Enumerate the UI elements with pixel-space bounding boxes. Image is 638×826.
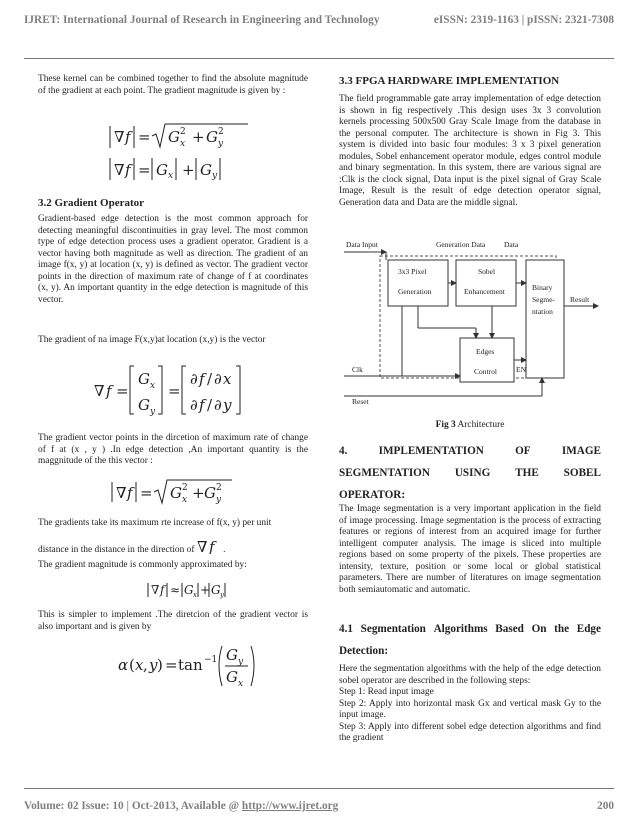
svg-text:y: y [223, 396, 232, 414]
svg-text:y: y [149, 656, 158, 674]
equation-gradient-direction [118, 640, 278, 690]
svg-text:/: / [207, 370, 213, 388]
svg-text:3x3 Pixel: 3x3 Pixel [398, 267, 427, 276]
svg-text:G: G [226, 668, 238, 686]
svg-text:tan: tan [178, 656, 203, 674]
svg-text:,: , [143, 656, 148, 674]
left-p7: This is simpler to implement .The diretcion of the gradient vector is also important and is given by [38, 610, 308, 632]
svg-text:x: x [135, 656, 144, 674]
right-p1: The field programmable gate array implementation of edge detection is shown in fig respectively .This design uses 3x 3 convolution kernels processing 500x500 Gray Scale Image from the database in the personal computer. The architecture is shown in Fig 3. This system is divided into basic four modules: 3 x 3 pixel generation modules, Sobel enhancement operator module, edges control module and binary segmentation. In this system, there are various signal are :Clk is the clock signal, Data input is the pixel signal of Gray Scale Image, Result is the result of edge detection operator signal, Generation data and Data are the middle signal. [339, 94, 601, 208]
svg-text:f: f [127, 484, 133, 502]
svg-text:∇: ∇ [151, 583, 160, 597]
header-rule [24, 58, 614, 59]
svg-text:α: α [118, 656, 129, 674]
svg-text:∇: ∇ [196, 537, 208, 554]
svg-text:x: x [193, 591, 197, 599]
svg-text:y: y [212, 171, 218, 181]
svg-text:Edges: Edges [476, 347, 495, 356]
issn: eISSN: 2319-1163 | pISSN: 2321-7308 [433, 14, 614, 26]
svg-text:Reset: Reset [352, 397, 369, 406]
svg-text:f: f [199, 396, 205, 414]
svg-text:y: y [216, 495, 222, 505]
svg-text:Segme-: Segme- [532, 295, 555, 304]
svg-text:f: f [125, 161, 131, 179]
svg-text:∇: ∇ [116, 484, 127, 502]
svg-text:+: + [192, 128, 205, 146]
equation-gradient-magnitude [108, 120, 268, 184]
svg-text:G: G [168, 128, 180, 146]
right-p2: The Image segmentation is a very important application in the field of image processing. Image segmentation is the process of extracting features or regions of interest from an acquired image for further intelligent computer analysis. The image is sliced into multiple regions based on some property of the pixels. These properties are intensity, texture, position or some local or global statistical parameters. There are number of literatures on image segmentation both semiautomatic and automatic. [339, 504, 601, 595]
left-p2: Gradient-based edge detection is the most common approach for detecting meaningful discontinuities in gray level. The most common type of edge detection process uses a gradient operator. Gradient is a vector having both magnitude as well as direction. The gradient of an image f(x, y) at location (x, y) is defined as vector. The gradient vector points in the direction of maximum rate of change of f at coordinates (x, y). An important quantity in the edge detection is magnitude of this vector. [38, 214, 308, 305]
label-data: Data [504, 240, 519, 249]
svg-text:2: 2 [182, 483, 188, 493]
svg-text:G: G [170, 484, 182, 502]
svg-text:Binary: Binary [532, 283, 553, 292]
step-3: Step 3: Apply into different sobel edge detection algorithms and find the gradient [339, 721, 601, 743]
svg-text:Sobel: Sobel [478, 267, 496, 276]
svg-text:x: x [180, 139, 186, 149]
svg-text:G: G [211, 583, 221, 597]
nabla-f-icon [197, 538, 221, 554]
left-p5: The gradients take its maximum rte increase of f(x, y) per unit distance in the distance in the direction of ∇ f . [38, 518, 272, 555]
svg-text:∇: ∇ [94, 382, 105, 400]
svg-text:=: = [168, 382, 181, 400]
page-number: 200 [597, 800, 614, 812]
svg-text:f: f [199, 370, 205, 388]
svg-text:=: = [140, 484, 153, 502]
left-p1: These kernel can be combined together to find the absolute magnitude of the gradient at each point. The gradient magnitude is given by : [38, 74, 308, 96]
svg-text:+: + [200, 583, 211, 597]
svg-text:G: G [138, 370, 150, 388]
svg-text:Clk: Clk [352, 365, 363, 374]
label-generation-data: Generation Data [436, 240, 486, 249]
svg-text:G: G [138, 396, 150, 414]
svg-text:Result: Result [570, 295, 590, 304]
svg-text:+: + [192, 484, 205, 502]
svg-text:G: G [200, 161, 212, 179]
equation-gradient-magnitude-2 [110, 476, 250, 506]
svg-text:=: = [116, 382, 129, 400]
step-1: Step 1: Read input image [339, 687, 434, 697]
svg-text:ntation: ntation [532, 307, 553, 316]
svg-text:∇: ∇ [114, 161, 125, 179]
svg-text:x: x [223, 370, 232, 388]
svg-text:=: = [165, 656, 178, 674]
svg-text:=: = [138, 161, 151, 179]
svg-text:=: = [138, 128, 151, 146]
figure-caption: Fig 3 Architecture [435, 420, 505, 430]
svg-text:∂: ∂ [190, 370, 198, 388]
svg-text:2: 2 [216, 483, 222, 493]
equation-approx-magnitude [146, 580, 256, 600]
svg-text:x: x [182, 495, 188, 505]
section-3-3-heading: 3.3 FPGA HARDWARE IMPLEMENTATION [339, 75, 560, 87]
svg-text:G: G [156, 161, 168, 179]
page-header [24, 14, 614, 36]
svg-text:Control: Control [474, 367, 497, 376]
left-p4: The gradient vector points in the dircetion of maximum rate of change of f at (x , y ) .In edge detection ,An important quantity is the maggnitude of the this vector : [38, 433, 308, 466]
page-footer [24, 800, 614, 812]
right-p3: Here the segmentation algorithms with the help of the edge detection sobel operator are described in the following steps: Step 1: Read input image Step 2: Apply into horizontal mask Gx and vertical mask Gy to the input image. Step 3: Apply into different sobel edge detection algorithms and find the gradient [339, 664, 601, 743]
svg-text:): ) [157, 656, 163, 674]
svg-text:2: 2 [180, 127, 186, 137]
footer-volume: Volume: 02 Issue: 10 | Oct-2013, Available @ [24, 800, 242, 812]
svg-text:y: y [238, 657, 244, 667]
svg-text:x: x [238, 679, 244, 689]
left-p6: The gradient magnitude is commonly approximated by: [38, 560, 247, 570]
svg-text:G: G [184, 583, 194, 597]
svg-text:y: y [150, 407, 156, 417]
svg-text:∂: ∂ [214, 396, 222, 414]
left-p3: The gradient of na image F(x,y)at location (x,y) is the vector [38, 335, 266, 345]
svg-text:(: ( [129, 656, 135, 674]
svg-text:−1: −1 [204, 655, 218, 665]
svg-text:∂: ∂ [214, 370, 222, 388]
label-data-input: Data Input [346, 240, 378, 249]
svg-text:G: G [204, 484, 216, 502]
svg-text:f: f [208, 537, 215, 554]
svg-text:f: f [106, 382, 112, 400]
footer-rule [24, 788, 614, 789]
svg-text:G: G [206, 128, 218, 146]
svg-text:Enhancement: Enhancement [464, 287, 505, 296]
svg-text:f: f [160, 583, 165, 597]
equation-gradient-vector [94, 360, 294, 420]
svg-text:+: + [182, 161, 195, 179]
block-binary-segmentation [526, 260, 564, 378]
svg-text:G: G [226, 646, 238, 664]
journal-link[interactable]: http://www.ijret.org [241, 800, 339, 812]
svg-text:∂: ∂ [190, 396, 198, 414]
section-4-heading: 4. IMPLEMENTATION OF IMAGE SEGMENTATION USING THE SOBEL OPERATOR: [339, 445, 601, 501]
svg-text:≈: ≈ [170, 583, 181, 597]
svg-text:x: x [168, 171, 174, 181]
svg-text:f: f [125, 128, 131, 146]
svg-text:/: / [207, 396, 213, 414]
svg-text:y: y [220, 591, 224, 599]
svg-text:2: 2 [218, 127, 224, 137]
svg-text:EN: EN [516, 365, 526, 374]
svg-text:y: y [218, 139, 224, 149]
section-4-1-heading: 4.1 Segmentation Algorithms Based On the Edge Detection: [339, 623, 601, 657]
svg-text:Generation: Generation [398, 287, 432, 296]
section-3-2-heading: 3.2 Gradient Operator [38, 197, 145, 209]
step-2: Step 2: Apply into horizontal mask Gx and vertical mask Gy to the input image. [339, 698, 601, 720]
journal-title: IJRET: International Journal of Research in Engineering and Technology [24, 14, 380, 26]
svg-text:x: x [150, 381, 156, 391]
architecture-diagram [342, 238, 600, 410]
svg-text:∇: ∇ [114, 128, 125, 146]
